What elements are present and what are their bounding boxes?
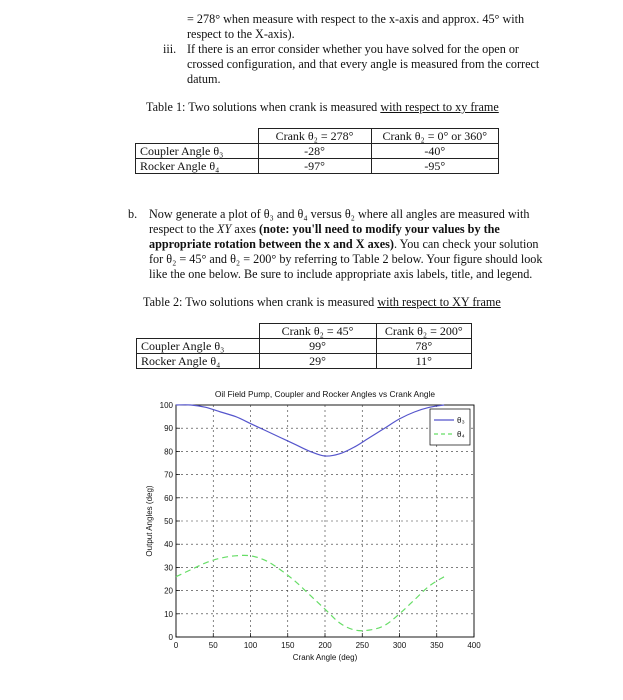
x-tick-label: 300 [392, 641, 407, 650]
table2-row-label: Rocker Angle θ₄ [137, 354, 260, 369]
part-b-text: axes [231, 222, 260, 236]
y-tick-label: 70 [164, 470, 173, 480]
x-tick-label: 350 [430, 641, 444, 650]
table-row [137, 339, 472, 354]
table2-caption-prefix: Table 2: Two solutions when crank is measured [143, 295, 378, 309]
table1-cell: -28° [258, 144, 371, 159]
part-b-text: respect to the [149, 222, 218, 236]
x-tick-label: 100 [243, 641, 258, 650]
table2-caption [143, 295, 501, 310]
x-tick-label: 200 [318, 641, 332, 650]
part-b-bold-note: (note: you'll need to modify your values by the [259, 222, 500, 236]
table-row [136, 159, 499, 174]
x-tick-label: 400 [467, 641, 481, 650]
x-tick-label: 150 [281, 641, 295, 650]
table1-cell: -97° [258, 159, 371, 174]
part-b-line-2 [149, 222, 500, 237]
table1-caption [146, 100, 499, 115]
table1-corner [136, 129, 259, 144]
part-b-bold-note: appropriate rotation between the x and X axes) [149, 237, 394, 251]
table2-cell: 29° [259, 354, 376, 369]
table2-cell: 78° [376, 339, 472, 354]
legend-label: θ₃ [457, 416, 465, 425]
table1-cell: -40° [371, 144, 499, 159]
chart-title: Oil Field Pump, Coupler and Rocker Angles vs Crank Angle [214, 389, 436, 399]
x-tick-label: 50 [208, 641, 218, 650]
table-row [136, 129, 499, 144]
part-b-marker: b. [128, 207, 138, 221]
table2-cell: 11° [376, 354, 472, 369]
y-tick-label: 80 [164, 447, 173, 457]
y-tick-label: 40 [164, 540, 173, 550]
legend-box [430, 409, 470, 445]
table1 [135, 128, 499, 174]
table2-col1-header: Crank θ₂ = 45° [259, 324, 376, 339]
table2-cell: 99° [259, 339, 376, 354]
y-tick-label: 0 [168, 633, 173, 642]
y-tick-label: 30 [164, 563, 173, 573]
table1-row-label: Coupler Angle θ₃ [136, 144, 259, 159]
list-marker-iii: iii. [163, 42, 177, 56]
y-tick-label: 10 [164, 609, 173, 619]
item-iii-line-1: If there is an error consider whether you have solved for the open or [187, 42, 519, 56]
item-iii-line-3: datum. [187, 72, 221, 86]
y-tick-label: 60 [164, 493, 173, 503]
y-tick-label: 50 [164, 517, 173, 526]
table1-caption-frame: with respect to xy frame [380, 100, 499, 114]
intro-line-1: = 278° when measure with respect to the x-axis and approx. 45° with [187, 12, 525, 26]
part-b-line-1: Now generate a plot of θ₃ and θ₄ versus θ₂ where all angles are measured with [149, 207, 530, 221]
part-b-line-3 [149, 237, 539, 252]
y-tick-label: 20 [164, 586, 173, 596]
table2-corner [137, 324, 260, 339]
part-b-line-4: for θ₂ = 45° and θ₂ = 200° by referring to Table 2 below. Your figure should look [149, 252, 543, 266]
x-tick-label: 0 [173, 641, 179, 650]
item-iii-line-2: crossed configuration, and that every angle is measured from the correct [187, 57, 540, 71]
table1-col1-header: Crank θ₂ = 278° [258, 129, 371, 144]
x-axis-label: Crank Angle (deg) [292, 653, 358, 662]
part-b-line-5: like the one below. Be sure to include appropriate axis labels, title, and legend. [149, 267, 533, 281]
intro-line-2: respect to the X-axis). [187, 27, 295, 41]
legend-label: θ₄ [457, 430, 465, 439]
y-tick-label: 100 [159, 401, 173, 410]
table1-caption-prefix: Table 1: Two solutions when crank is measured [146, 100, 381, 114]
x-tick-label: 250 [355, 641, 369, 650]
table2-row-label: Coupler Angle θ₃ [137, 339, 260, 354]
part-b-xy: XY [217, 222, 232, 236]
table2-caption-frame: with respect to XY frame [377, 295, 501, 309]
part-b-text: . You can check your solution [393, 237, 539, 251]
table1-row-label: Rocker Angle θ₄ [136, 159, 259, 174]
table2 [136, 323, 472, 369]
table-row [137, 354, 472, 369]
table-row [137, 324, 472, 339]
angle-plot [138, 385, 488, 675]
y-tick-label: 90 [164, 424, 173, 434]
table2-col2-header: Crank θ₂ = 200° [376, 324, 472, 339]
table1-col2-header: Crank θ₂ = 0° or 360° [371, 129, 499, 144]
table1-cell: -95° [371, 159, 499, 174]
table-row [136, 144, 499, 159]
y-axis-label: Output Angles (deg) [145, 485, 154, 557]
